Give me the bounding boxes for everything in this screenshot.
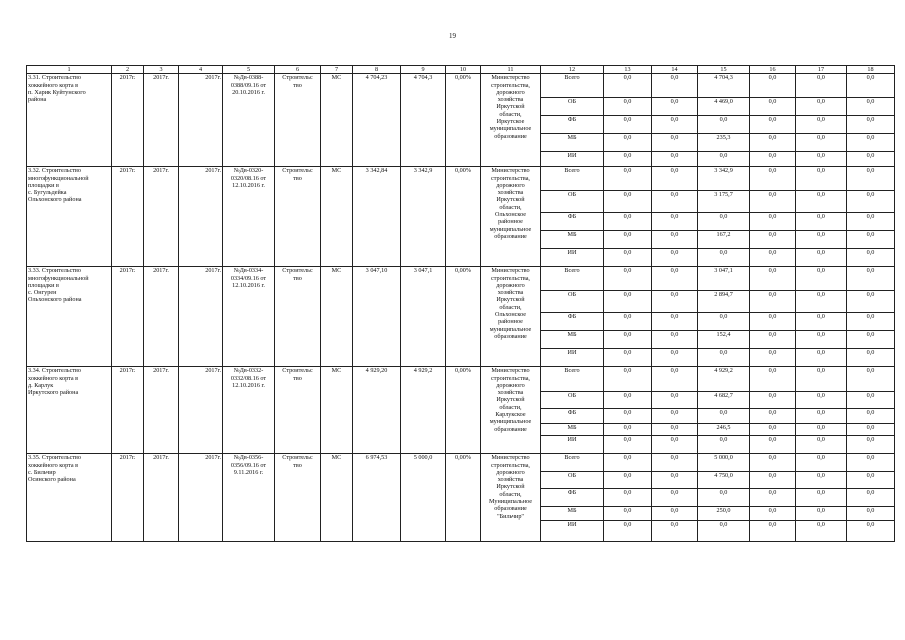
funding-value: 0,0 bbox=[652, 152, 698, 167]
object-name: 3.35. Строительство хоккейного корта в с. Бильчир Осинского района bbox=[27, 454, 112, 542]
funding-value: 0,0 bbox=[750, 152, 796, 167]
readiness-percent: 0,00% bbox=[446, 454, 481, 542]
completion-year: 2017г. bbox=[179, 74, 223, 167]
funding-value: 0,0 bbox=[750, 291, 796, 313]
funding-value: 0,0 bbox=[604, 249, 652, 267]
funding-value: 0,0 bbox=[652, 313, 698, 331]
column-number: 6 bbox=[275, 66, 321, 74]
funding-value: 0,0 bbox=[796, 74, 847, 98]
remaining-cost: 4 704,3 bbox=[401, 74, 446, 167]
funding-value: 0,0 bbox=[750, 507, 796, 521]
funding-source: МБ bbox=[541, 507, 604, 521]
funding-value: 0,0 bbox=[750, 74, 796, 98]
funding-value: 0,0 bbox=[847, 454, 895, 472]
funding-value: 0,0 bbox=[604, 267, 652, 291]
funding-value: 0,0 bbox=[604, 167, 652, 191]
funding-value: 0,0 bbox=[604, 521, 652, 542]
column-number: 11 bbox=[481, 66, 541, 74]
object-name: 3.31. Строительство хоккейного корта в п. Харик Куйтунского района bbox=[27, 74, 112, 167]
funding-value: 0,0 bbox=[796, 331, 847, 349]
funding-source: ИИ bbox=[541, 521, 604, 542]
page-number: 19 bbox=[449, 32, 456, 40]
customer: Министерство строительства, дорожного хозяйства Иркутской области, Ольхонское районное муниципальное образование bbox=[481, 267, 541, 367]
funding-source: МБ bbox=[541, 134, 604, 152]
program-table bbox=[26, 65, 895, 542]
funding-source: ФБ bbox=[541, 489, 604, 507]
funding-value: 0,0 bbox=[750, 424, 796, 436]
funding-value: 0,0 bbox=[652, 349, 698, 367]
funding-value: 152,4 bbox=[698, 331, 750, 349]
funding-value: 0,0 bbox=[652, 472, 698, 489]
funding-value: 0,0 bbox=[604, 291, 652, 313]
customer: Министерство строительства, дорожного хозяйства Иркутской области, Иркутское муниципальное образование bbox=[481, 74, 541, 167]
readiness-percent: 0,00% bbox=[446, 74, 481, 167]
funding-value: 0,0 bbox=[796, 134, 847, 152]
funding-value: 0,0 bbox=[698, 213, 750, 231]
funding-value: 0,0 bbox=[652, 167, 698, 191]
table-row bbox=[27, 267, 895, 291]
funding-value: 0,0 bbox=[796, 392, 847, 409]
funding-value: 0,0 bbox=[796, 213, 847, 231]
funding-value: 0,0 bbox=[796, 436, 847, 454]
contract-doc: №Дв-0356- 0356/09.16 от 9.11.2016 г. bbox=[223, 454, 275, 542]
funding-value: 4 750,0 bbox=[698, 472, 750, 489]
funding-value: 0,0 bbox=[750, 249, 796, 267]
table-row bbox=[27, 167, 895, 191]
funding-value: 4 682,7 bbox=[698, 392, 750, 409]
funding-value: 0,0 bbox=[698, 152, 750, 167]
funding-source: Всего bbox=[541, 167, 604, 191]
funding-value: 3 175,7 bbox=[698, 191, 750, 213]
funding-value: 0,0 bbox=[847, 291, 895, 313]
funding-value: 0,0 bbox=[847, 191, 895, 213]
end-year: 2017г. bbox=[144, 454, 179, 542]
column-number: 3 bbox=[144, 66, 179, 74]
funding-value: 0,0 bbox=[847, 98, 895, 116]
funding-value: 0,0 bbox=[750, 367, 796, 392]
funding-value: 4 929,2 bbox=[698, 367, 750, 392]
funding-value: 0,0 bbox=[750, 472, 796, 489]
funding-value: 0,0 bbox=[847, 134, 895, 152]
funding-value: 0,0 bbox=[698, 116, 750, 134]
funding-value: 0,0 bbox=[652, 249, 698, 267]
end-year: 2017г. bbox=[144, 267, 179, 367]
funding-value: 3 047,1 bbox=[698, 267, 750, 291]
end-year: 2017г. bbox=[144, 74, 179, 167]
start-year: 2017г. bbox=[112, 454, 144, 542]
funding-value: 0,0 bbox=[750, 267, 796, 291]
mc-code: МС bbox=[321, 74, 353, 167]
funding-value: 0,0 bbox=[652, 134, 698, 152]
column-number: 10 bbox=[446, 66, 481, 74]
funding-value: 0,0 bbox=[796, 424, 847, 436]
funding-source: МБ bbox=[541, 331, 604, 349]
funding-source: Всего bbox=[541, 454, 604, 472]
funding-value: 0,0 bbox=[847, 349, 895, 367]
funding-value: 0,0 bbox=[604, 313, 652, 331]
funding-value: 0,0 bbox=[604, 489, 652, 507]
customer: Министерство строительства, дорожного хозяйства Иркутской области, Карлукское муниципальное образование bbox=[481, 367, 541, 454]
funding-value: 0,0 bbox=[604, 424, 652, 436]
funding-value: 0,0 bbox=[604, 409, 652, 424]
start-year: 2017г. bbox=[112, 167, 144, 267]
funding-value: 0,0 bbox=[652, 489, 698, 507]
work-type: Строительс тво bbox=[275, 454, 321, 542]
mc-code: МС bbox=[321, 454, 353, 542]
funding-value: 0,0 bbox=[847, 167, 895, 191]
funding-value: 0,0 bbox=[652, 392, 698, 409]
funding-value: 3 342,9 bbox=[698, 167, 750, 191]
funding-value: 0,0 bbox=[750, 436, 796, 454]
funding-value: 0,0 bbox=[604, 507, 652, 521]
funding-value: 0,0 bbox=[698, 489, 750, 507]
funding-value: 0,0 bbox=[796, 409, 847, 424]
funding-value: 0,0 bbox=[652, 98, 698, 116]
contract-doc: №Дв-0388- 0388/09.16 от 20.10.2016 г. bbox=[223, 74, 275, 167]
remaining-cost: 3 342,9 bbox=[401, 167, 446, 267]
table-row bbox=[27, 367, 895, 392]
funding-source: ИИ bbox=[541, 349, 604, 367]
funding-value: 0,0 bbox=[750, 313, 796, 331]
column-number-row bbox=[27, 66, 895, 74]
funding-value: 0,0 bbox=[750, 167, 796, 191]
customer: Министерство строительства, дорожного хозяйства Иркутской области, Муниципальное образование "Бильчир" bbox=[481, 454, 541, 542]
completion-year: 2017г. bbox=[179, 267, 223, 367]
funding-value: 0,0 bbox=[750, 116, 796, 134]
funding-value: 250,0 bbox=[698, 507, 750, 521]
funding-value: 0,0 bbox=[698, 436, 750, 454]
funding-value: 0,0 bbox=[750, 521, 796, 542]
funding-value: 0,0 bbox=[604, 98, 652, 116]
column-number: 16 bbox=[750, 66, 796, 74]
column-number: 4 bbox=[179, 66, 223, 74]
funding-value: 0,0 bbox=[796, 191, 847, 213]
funding-value: 0,0 bbox=[604, 134, 652, 152]
funding-value: 0,0 bbox=[847, 472, 895, 489]
remaining-cost: 5 000,0 bbox=[401, 454, 446, 542]
funding-value: 0,0 bbox=[847, 152, 895, 167]
object-name: 3.32. Строительство многофункциональной площадки в с. Бугульдейка Ольхонского района bbox=[27, 167, 112, 267]
funding-source: ИИ bbox=[541, 249, 604, 267]
work-type: Строительс тво bbox=[275, 167, 321, 267]
funding-source: Всего bbox=[541, 367, 604, 392]
funding-source: Всего bbox=[541, 74, 604, 98]
funding-value: 0,0 bbox=[604, 191, 652, 213]
funding-source: ОБ bbox=[541, 98, 604, 116]
funding-value: 0,0 bbox=[652, 521, 698, 542]
total-cost: 6 974,53 bbox=[353, 454, 401, 542]
completion-year: 2017г. bbox=[179, 167, 223, 267]
table-row bbox=[27, 74, 895, 98]
contract-doc: №Дв-0320- 0320/08.16 от 12.10.2016 г. bbox=[223, 167, 275, 267]
funding-value: 0,0 bbox=[847, 424, 895, 436]
mc-code: МС bbox=[321, 167, 353, 267]
readiness-percent: 0,00% bbox=[446, 367, 481, 454]
completion-year: 2017г. bbox=[179, 454, 223, 542]
funding-value: 246,5 bbox=[698, 424, 750, 436]
readiness-percent: 0,00% bbox=[446, 267, 481, 367]
funding-value: 0,0 bbox=[750, 98, 796, 116]
funding-value: 0,0 bbox=[750, 331, 796, 349]
work-type: Строительс тво bbox=[275, 367, 321, 454]
funding-source: Всего bbox=[541, 267, 604, 291]
funding-value: 0,0 bbox=[604, 436, 652, 454]
funding-source: ОБ bbox=[541, 472, 604, 489]
funding-value: 0,0 bbox=[604, 74, 652, 98]
contract-doc: №Дв-0334- 0334/09.16 от 12.10.2016 г. bbox=[223, 267, 275, 367]
funding-source: ФБ bbox=[541, 409, 604, 424]
funding-value: 0,0 bbox=[698, 249, 750, 267]
funding-value: 0,0 bbox=[698, 313, 750, 331]
funding-value: 0,0 bbox=[604, 231, 652, 249]
funding-value: 0,0 bbox=[604, 116, 652, 134]
funding-value: 0,0 bbox=[750, 191, 796, 213]
funding-source: ФБ bbox=[541, 313, 604, 331]
funding-value: 0,0 bbox=[847, 267, 895, 291]
funding-value: 0,0 bbox=[698, 409, 750, 424]
funding-value: 0,0 bbox=[796, 291, 847, 313]
work-type: Строительс тво bbox=[275, 74, 321, 167]
funding-value: 0,0 bbox=[847, 409, 895, 424]
funding-value: 0,0 bbox=[796, 521, 847, 542]
funding-value: 0,0 bbox=[750, 454, 796, 472]
column-number: 18 bbox=[847, 66, 895, 74]
total-cost: 4 704,23 bbox=[353, 74, 401, 167]
funding-value: 0,0 bbox=[847, 367, 895, 392]
funding-value: 0,0 bbox=[652, 507, 698, 521]
funding-source: ОБ bbox=[541, 291, 604, 313]
funding-value: 0,0 bbox=[652, 74, 698, 98]
funding-value: 0,0 bbox=[604, 331, 652, 349]
funding-value: 5 000,0 bbox=[698, 454, 750, 472]
readiness-percent: 0,00% bbox=[446, 167, 481, 267]
funding-source: ОБ bbox=[541, 392, 604, 409]
column-number: 12 bbox=[541, 66, 604, 74]
mc-code: МС bbox=[321, 367, 353, 454]
column-number: 17 bbox=[796, 66, 847, 74]
funding-value: 0,0 bbox=[796, 367, 847, 392]
end-year: 2017г. bbox=[144, 367, 179, 454]
table-row bbox=[27, 454, 895, 472]
funding-value: 167,2 bbox=[698, 231, 750, 249]
funding-value: 0,0 bbox=[847, 313, 895, 331]
funding-value: 0,0 bbox=[750, 392, 796, 409]
funding-value: 235,3 bbox=[698, 134, 750, 152]
funding-value: 0,0 bbox=[796, 313, 847, 331]
column-number: 13 bbox=[604, 66, 652, 74]
funding-value: 0,0 bbox=[604, 454, 652, 472]
funding-value: 0,0 bbox=[847, 213, 895, 231]
funding-value: 0,0 bbox=[796, 152, 847, 167]
funding-value: 0,0 bbox=[847, 392, 895, 409]
funding-value: 0,0 bbox=[652, 454, 698, 472]
funding-value: 0,0 bbox=[796, 349, 847, 367]
funding-value: 4 704,3 bbox=[698, 74, 750, 98]
funding-value: 0,0 bbox=[604, 349, 652, 367]
column-number: 7 bbox=[321, 66, 353, 74]
funding-value: 0,0 bbox=[847, 521, 895, 542]
funding-value: 0,0 bbox=[796, 507, 847, 521]
remaining-cost: 4 929,2 bbox=[401, 367, 446, 454]
start-year: 2017г. bbox=[112, 267, 144, 367]
funding-value: 0,0 bbox=[750, 409, 796, 424]
funding-value: 0,0 bbox=[652, 409, 698, 424]
funding-value: 0,0 bbox=[847, 249, 895, 267]
funding-value: 0,0 bbox=[847, 231, 895, 249]
funding-value: 0,0 bbox=[750, 489, 796, 507]
column-number: 5 bbox=[223, 66, 275, 74]
funding-value: 0,0 bbox=[604, 472, 652, 489]
funding-value: 0,0 bbox=[796, 472, 847, 489]
funding-value: 0,0 bbox=[604, 152, 652, 167]
funding-value: 0,0 bbox=[652, 331, 698, 349]
funding-value: 0,0 bbox=[698, 349, 750, 367]
funding-value: 0,0 bbox=[604, 367, 652, 392]
funding-value: 0,0 bbox=[604, 213, 652, 231]
funding-value: 0,0 bbox=[847, 489, 895, 507]
funding-value: 0,0 bbox=[652, 116, 698, 134]
funding-value: 0,0 bbox=[652, 231, 698, 249]
column-number: 15 bbox=[698, 66, 750, 74]
end-year: 2017г. bbox=[144, 167, 179, 267]
funding-value: 0,0 bbox=[604, 392, 652, 409]
contract-doc: №Дв-0332- 0332/08.16 от 12.10.2016 г. bbox=[223, 367, 275, 454]
total-cost: 3 342,84 bbox=[353, 167, 401, 267]
column-number: 9 bbox=[401, 66, 446, 74]
funding-value: 0,0 bbox=[750, 349, 796, 367]
funding-value: 0,0 bbox=[847, 507, 895, 521]
funding-source: МБ bbox=[541, 231, 604, 249]
funding-value: 0,0 bbox=[796, 116, 847, 134]
object-name: 3.33. Строительство многофункциональной площадки в с. Онгурен Ольхонского района bbox=[27, 267, 112, 367]
funding-value: 0,0 bbox=[796, 249, 847, 267]
column-number: 1 bbox=[27, 66, 112, 74]
funding-value: 0,0 bbox=[652, 291, 698, 313]
column-number: 8 bbox=[353, 66, 401, 74]
funding-value: 2 894,7 bbox=[698, 291, 750, 313]
funding-value: 0,0 bbox=[847, 74, 895, 98]
funding-value: 0,0 bbox=[796, 98, 847, 116]
funding-value: 0,0 bbox=[847, 436, 895, 454]
funding-value: 0,0 bbox=[796, 167, 847, 191]
customer: Министерство строительства, дорожного хозяйства Иркутской области, Ольхонское районное муниципальное образование bbox=[481, 167, 541, 267]
funding-value: 0,0 bbox=[750, 231, 796, 249]
funding-value: 0,0 bbox=[796, 489, 847, 507]
column-number: 14 bbox=[652, 66, 698, 74]
funding-source: МБ bbox=[541, 424, 604, 436]
funding-value: 0,0 bbox=[652, 424, 698, 436]
funding-source: ФБ bbox=[541, 213, 604, 231]
funding-value: 0,0 bbox=[750, 134, 796, 152]
mc-code: МС bbox=[321, 267, 353, 367]
funding-value: 0,0 bbox=[698, 521, 750, 542]
total-cost: 3 047,10 bbox=[353, 267, 401, 367]
completion-year: 2017г. bbox=[179, 367, 223, 454]
funding-value: 0,0 bbox=[796, 231, 847, 249]
total-cost: 4 929,20 bbox=[353, 367, 401, 454]
funding-value: 4 469,0 bbox=[698, 98, 750, 116]
funding-source: ОБ bbox=[541, 191, 604, 213]
funding-source: ФБ bbox=[541, 116, 604, 134]
funding-source: ИИ bbox=[541, 436, 604, 454]
remaining-cost: 3 047,1 bbox=[401, 267, 446, 367]
funding-value: 0,0 bbox=[652, 436, 698, 454]
funding-value: 0,0 bbox=[652, 213, 698, 231]
funding-value: 0,0 bbox=[847, 116, 895, 134]
work-type: Строительс тво bbox=[275, 267, 321, 367]
start-year: 2017г. bbox=[112, 367, 144, 454]
funding-value: 0,0 bbox=[652, 267, 698, 291]
start-year: 2017г. bbox=[112, 74, 144, 167]
column-number: 2 bbox=[112, 66, 144, 74]
funding-source: ИИ bbox=[541, 152, 604, 167]
funding-value: 0,0 bbox=[750, 213, 796, 231]
object-name: 3.34. Строительство хоккейного корта в д. Карлук Иркутского района bbox=[27, 367, 112, 454]
funding-value: 0,0 bbox=[652, 367, 698, 392]
funding-value: 0,0 bbox=[796, 267, 847, 291]
funding-value: 0,0 bbox=[796, 454, 847, 472]
funding-value: 0,0 bbox=[847, 331, 895, 349]
funding-value: 0,0 bbox=[652, 191, 698, 213]
